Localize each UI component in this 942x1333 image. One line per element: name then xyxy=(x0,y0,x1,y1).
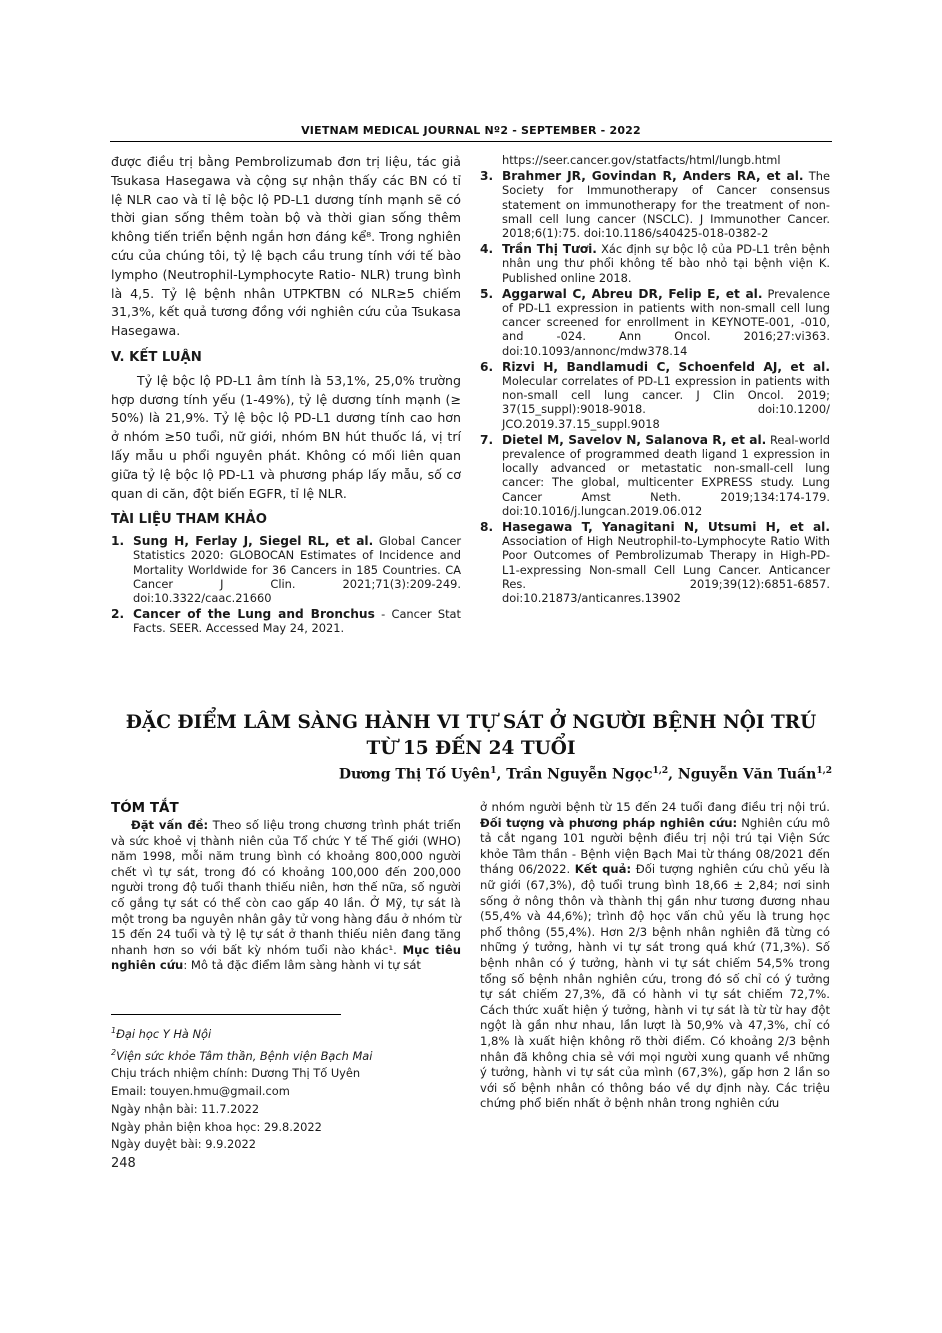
reference-number: 8. xyxy=(480,520,494,535)
reference-text: Association of High Neutrophil-to-Lymphocyte Ratio With Poor Outcomes of Pembrolizumab Therapy in High-PD-L1-expressing Non-small Cell Lung Cancer. Anticancer Res. 2019;39(12):6851-6857. doi:10.21873/anticanres.13902 xyxy=(502,534,830,606)
author-affiliation-mark: 1,2 xyxy=(652,766,669,776)
reference-authors: Sung H, Ferlay J, Siegel RL, et al. xyxy=(133,534,374,549)
article-authors xyxy=(110,766,832,783)
running-head: VIETNAM MEDICAL JOURNAL Nº2 - SEPTEMBER - 2022 xyxy=(301,124,641,137)
abstract-paragraph xyxy=(480,800,830,1112)
abstract-left-column xyxy=(111,800,461,974)
references-heading: TÀI LIỆU THAM KHẢO xyxy=(111,512,267,528)
conclusion-text: Tỷ lệ bộc lộ PD-L1 âm tính là 53,1%, 25,0% trường hợp dương tính yếu (1-49%), tỷ lệ dương tính mạnh (≥ 50%) là 21,9%. Tỷ lệ bộc lộ PD-L1 dương tính cao hơn ở nhóm ≥50 tuổi, nữ giới, nhóm BN hút thuốc lá, vị trí lấy mẫu u phổi nguyên phát. Không có mối liên quan giữa tỷ lệ bộc lộ PD-L1 và phương pháp lấy mẫu, số cơ quan di căn, đột biến EGFR, tỉ lệ NLR. xyxy=(111,372,461,501)
email-line: Email: touyen.hmu@gmail.com xyxy=(111,1083,290,1098)
reference-text: Xác định sự bộc lộ của PD-L1 trên bệnh nhân ung thư phổi không tế bào nhỏ tại bệnh viện K. Published online 2018. xyxy=(502,242,830,285)
reference-item xyxy=(480,169,830,240)
reference-authors: Trần Thị Tươi. xyxy=(502,242,597,257)
abstract-paragraph xyxy=(111,818,461,974)
reference-list-left xyxy=(111,534,461,635)
reference-number: 2. xyxy=(111,607,125,622)
reference-url: https://seer.cancer.gov/statfacts/html/lungb.html xyxy=(502,153,781,167)
reference-number: 4. xyxy=(480,242,494,257)
reference-list-right xyxy=(480,169,830,605)
reference-url-line xyxy=(480,153,830,167)
reference-text: Global Cancer Statistics 2020: GLOBOCAN Estimates of Incidence and Mortality Worldwide for 36 Cancers in 185 Countries. CA Cancer J Clin. 2021;71(3):209-249. doi:10.3322/caac.21660 xyxy=(133,534,462,605)
reference-text: Prevalence of PD-L1 expression in patients with non-small cell lung cancer screened for enrollment in KEYNOTE-001, -010, and -024. Ann Oncol. 2016;27:vi363. doi:10.1093/annonc/mdw378.14 xyxy=(502,286,830,358)
affiliation-text: Đại học Y Hà Nội xyxy=(116,1026,212,1041)
reference-authors: Hasegawa T, Yanagitani N, Utsumi H, et al. xyxy=(502,520,830,535)
right-column xyxy=(480,153,830,607)
received-date: Ngày nhận bài: 11.7.2022 xyxy=(111,1101,260,1116)
author-name: Dương Thị Tố Uyên xyxy=(338,766,491,783)
reference-text: Molecular correlates of PD-L1 expression in patients with non-small cell lung cancer. J Clin Oncol. 2019; 37(15_suppl):9018-9018. doi:10.1200/ JCO.2019.37.15_suppl.9018 xyxy=(502,374,830,431)
reference-authors: Aggarwal C, Abreu DR, Felip E, et al. xyxy=(502,286,763,301)
abstract-lead: Kết quả: xyxy=(574,862,632,877)
header-rule xyxy=(110,141,832,142)
abstract-right-column xyxy=(480,800,830,1112)
reference-item xyxy=(480,433,830,518)
abstract-text: Đối tượng nghiên cứu chủ yếu là nữ giới (67,3%), độ tuổi trung bình 18,66 ± 2,84; nơi sinh sống ở nông thôn và thành thị gần như tương đương nhau (55,4% và 44,6%); trình độ học vấn chủ yếu là trung học phổ thông (55,4%). Hơn 2/3 bệnh nhân nghiên đã từng có những ý tưởng, hành vi tự sát trong quá khứ (71,3%). Số bệnh nhân có ý tưởng, hành vi tự sát chiếm 54,5% trong tổng số bệnh nhân nghiên cứu, trong đó số chỉ có ý tưởng tự sát chiếm 27,3%, đã có hành vi tự sát chiếm 72,7%. Cách thức xuất hiện ý tưởng, hành vi tự sát là từ từ hay đột ngột là gần như nhau, lần lượt là 50,9% và 47,3%, chỉ có 1,8% là xuất hiện không rõ thời điểm. Có khoảng 2/3 bệnh nhân đã không chia sẻ với mọi người xung quanh về những ý tưởng, hành vi tự sát của mình (67,3%), gấp hơn 2 lần so với số bệnh nhân có thông báo về dự định này. Các triệu chứng phổ biến nhất ở bệnh nhân trong nghiên cứu xyxy=(480,862,830,1111)
affiliation-text: Viện sức khỏe Tâm thần, Bệnh viện Bạch Mai xyxy=(116,1048,373,1063)
reference-number: 1. xyxy=(111,534,125,549)
footnotes xyxy=(111,1022,461,1154)
affiliation-1: $^1$Đại học Y Hà Nội xyxy=(111,1026,212,1041)
reference-number: 5. xyxy=(480,286,494,301)
abstract-text: : Mô tả đặc điểm lâm sàng hành vi tự sát xyxy=(183,958,421,973)
reference-authors: Rizvi H, Bandlamudi C, Schoenfeld AJ, et al. xyxy=(502,359,830,374)
author-separator: , xyxy=(668,766,678,783)
accepted-date: Ngày duyệt bài: 9.9.2022 xyxy=(111,1137,256,1152)
reference-item xyxy=(480,520,830,605)
left-column xyxy=(111,153,461,638)
reference-number: 7. xyxy=(480,432,494,447)
footnote-rule xyxy=(111,1014,341,1015)
reference-authors: Brahmer JR, Govindan R, Anders RA, et al. xyxy=(502,169,804,184)
reference-item xyxy=(480,360,830,431)
conclusion-heading: V. KẾT LUẬN xyxy=(111,349,202,365)
reviewed-date: Ngày phản biện khoa học: 29.8.2022 xyxy=(111,1119,322,1134)
abstract-text: Theo số liệu trong chương trình phát triển và sức khoẻ vị thành niên của Tổ chức Y tế Thế giới (WHO) năm 1998, mỗi năm trung bình có khoảng 800,000 người chết vì tự sát, trong đó có khoảng 100,000 đến 200,000 người trong độ tuổi thanh thiếu niên, hơn thế nữa, số người cố gắng tự sát có thể còn cao gấp 40 lần. Ở Mỹ, tự sát là một trong ba nguyên nhân gây tử vong hàng đầu ở nhóm từ 15 đến 24 tuổi và tỷ lệ tự sát ở thanh thiếu niên đang tăng nhanh hơn so với bất kỳ nhóm tuổi nào khác¹. xyxy=(111,818,461,957)
affiliation-2: $^2$Viện sức khỏe Tâm thần, Bệnh viện Bạch Mai xyxy=(111,1047,373,1063)
reference-number: 6. xyxy=(480,359,494,374)
reference-text: The Society for Immunotherapy of Cancer consensus statement on immunotherapy for the treatment of non-small cell lung cancer (NSCLC). J Immunother Cancer. 2018;6(1):75. doi:10.1186/s40425-018-0382-2 xyxy=(502,169,830,241)
article-title-line-1: ĐẶC ĐIỂM LÂM SÀNG HÀNH VI TỰ SÁT Ở NGƯỜI BỆNH NỘI TRÚ xyxy=(125,712,817,733)
page-number: 248 xyxy=(111,1156,136,1171)
author-separator: , xyxy=(496,766,507,783)
author-affiliation-mark: 1,2 xyxy=(816,766,832,776)
reference-item xyxy=(480,242,830,285)
reference-number: 3. xyxy=(480,169,494,184)
abstract-lead: Mục tiêu nghiên cứu xyxy=(111,942,461,973)
abstract-lead: Đặt vấn đề: xyxy=(131,818,209,832)
continuation-paragraph: được điều trị bằng Pembrolizumab đơn trị liệu, tác giả Tsukasa Hasegawa và cộng sự nhận thấy các BN có tỉ lệ NLR cao và tỉ lệ bộc lộ PD-L1 dương tính mạnh sẽ có thời gian sống thêm toàn bộ và thời gian sống thêm không tiến triển bệnh ngắn hơn đáng kể⁸. Trong nghiên cứu của chúng tôi, tỷ lệ bạch cầu trung tính với tế bào lympho (Neutrophil-Lymphocyte Ratio- NLR) trung bình là 4,5. Tỷ lệ bệnh nhân UTPKTBN có NLR≥5 chiếm 31,3%, kết quả tương đồng với nghiên cứu của Tsukasa Hasegawa. xyxy=(111,154,461,339)
abstract-heading: TÓM TẮT xyxy=(111,800,179,816)
abstract-text: Nghiên cứu mô tả cắt ngang 101 người bệnh điều trị nội trú tại Viện Sức khỏe Tâm thần - Bệnh viện Bạch Mai từ tháng 08/2021 đến tháng 06/2022. xyxy=(480,815,830,877)
author-name: Nguyễn Văn Tuấn xyxy=(677,766,817,783)
reference-item xyxy=(480,287,830,358)
author-name: Trần Nguyễn Ngọc xyxy=(506,766,653,783)
reference-item xyxy=(111,534,461,605)
author-affiliation-mark: 1 xyxy=(490,766,497,776)
corresponding-author: Chịu trách nhiệm chính: Dương Thị Tố Uyên xyxy=(111,1066,361,1081)
reference-text: Real-world prevalence of programmed death ligand 1 expression in locally advanced or metastatic non-small-cell lung cancer: The global, multicenter EXPRESS study. Lung Cancer Amst Neth. 2019;134:174-179. doi:10.1016/j.lungcan.2019.06.012 xyxy=(502,432,830,518)
reference-authors: Dietel M, Savelov N, Salanova R, et al. xyxy=(502,432,767,447)
abstract-lead: Đối tượng và phương pháp nghiên cứu: xyxy=(480,815,738,830)
article-title-line-2: TỪ 15 ĐẾN 24 TUỔI xyxy=(366,738,576,759)
reference-authors: Cancer of the Lung and Bronchus xyxy=(133,607,375,622)
reference-text: - Cancer Stat Facts. SEER. Accessed May 24, 2021. xyxy=(133,607,461,636)
article-title xyxy=(110,710,832,762)
abstract-text: ở nhóm người bệnh từ 15 đến 24 tuổi đang điều trị nội trú. xyxy=(480,800,830,814)
reference-item xyxy=(111,607,461,635)
